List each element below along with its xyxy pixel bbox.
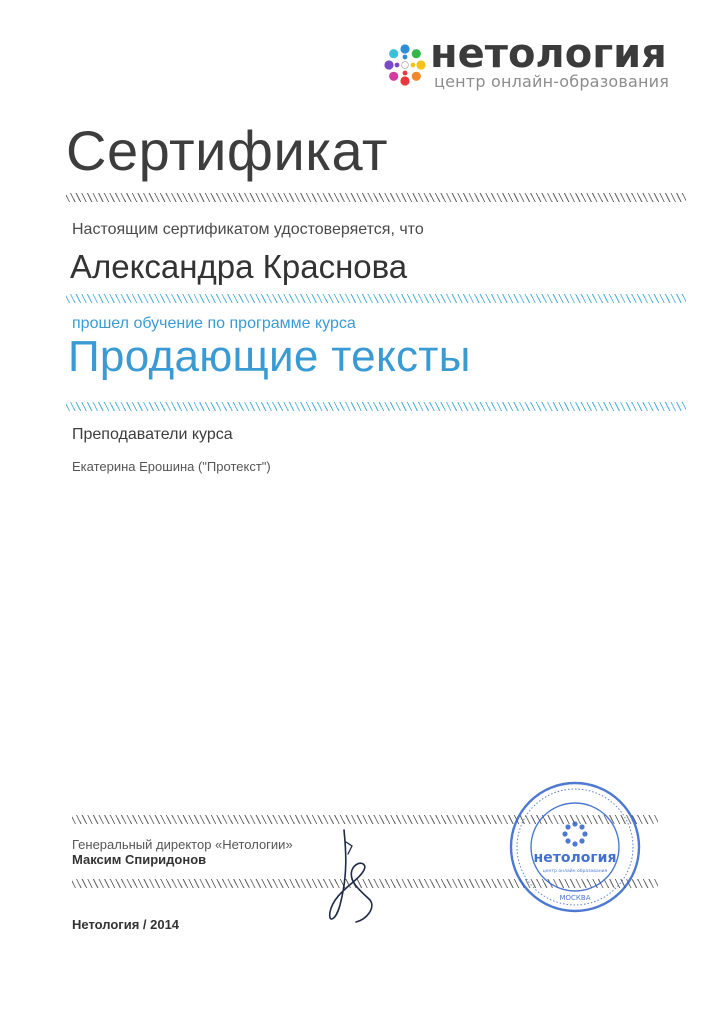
company-stamp xyxy=(508,780,642,914)
footer-text: Нетология / 2014 xyxy=(72,917,180,932)
certificate-title: Сертификат xyxy=(66,119,389,182)
divider-hatch xyxy=(66,193,686,202)
certificate-intro: Настоящим сертификатом удостоверяется, что xyxy=(72,221,424,238)
teachers-label: Преподаватели курса xyxy=(72,426,233,443)
course-name: Продающие тексты xyxy=(68,332,471,381)
divider-hatch-blue xyxy=(66,402,686,411)
stamp-sub-text: центр онлайн образования xyxy=(542,869,608,874)
brand-logo xyxy=(382,31,692,96)
flower-logo-icon xyxy=(382,42,428,88)
logo-name: нетология xyxy=(430,31,667,77)
stamp-center-text: нетология xyxy=(533,850,617,866)
logo-tagline: центр онлайн-образования xyxy=(434,72,670,91)
director-name: Максим Спиридонов xyxy=(72,852,207,867)
teacher-name: Екатерина Ерошина ("Протекст") xyxy=(72,459,271,474)
signature-image xyxy=(318,820,388,930)
stamp-city: МОСКВА xyxy=(559,894,591,902)
recipient-name: Александра Краснова xyxy=(70,248,408,285)
director-title: Генеральный директор «Нетологии» xyxy=(72,837,293,852)
course-intro: прошел обучение по программе курса xyxy=(72,315,356,332)
divider-hatch-blue xyxy=(66,294,686,303)
